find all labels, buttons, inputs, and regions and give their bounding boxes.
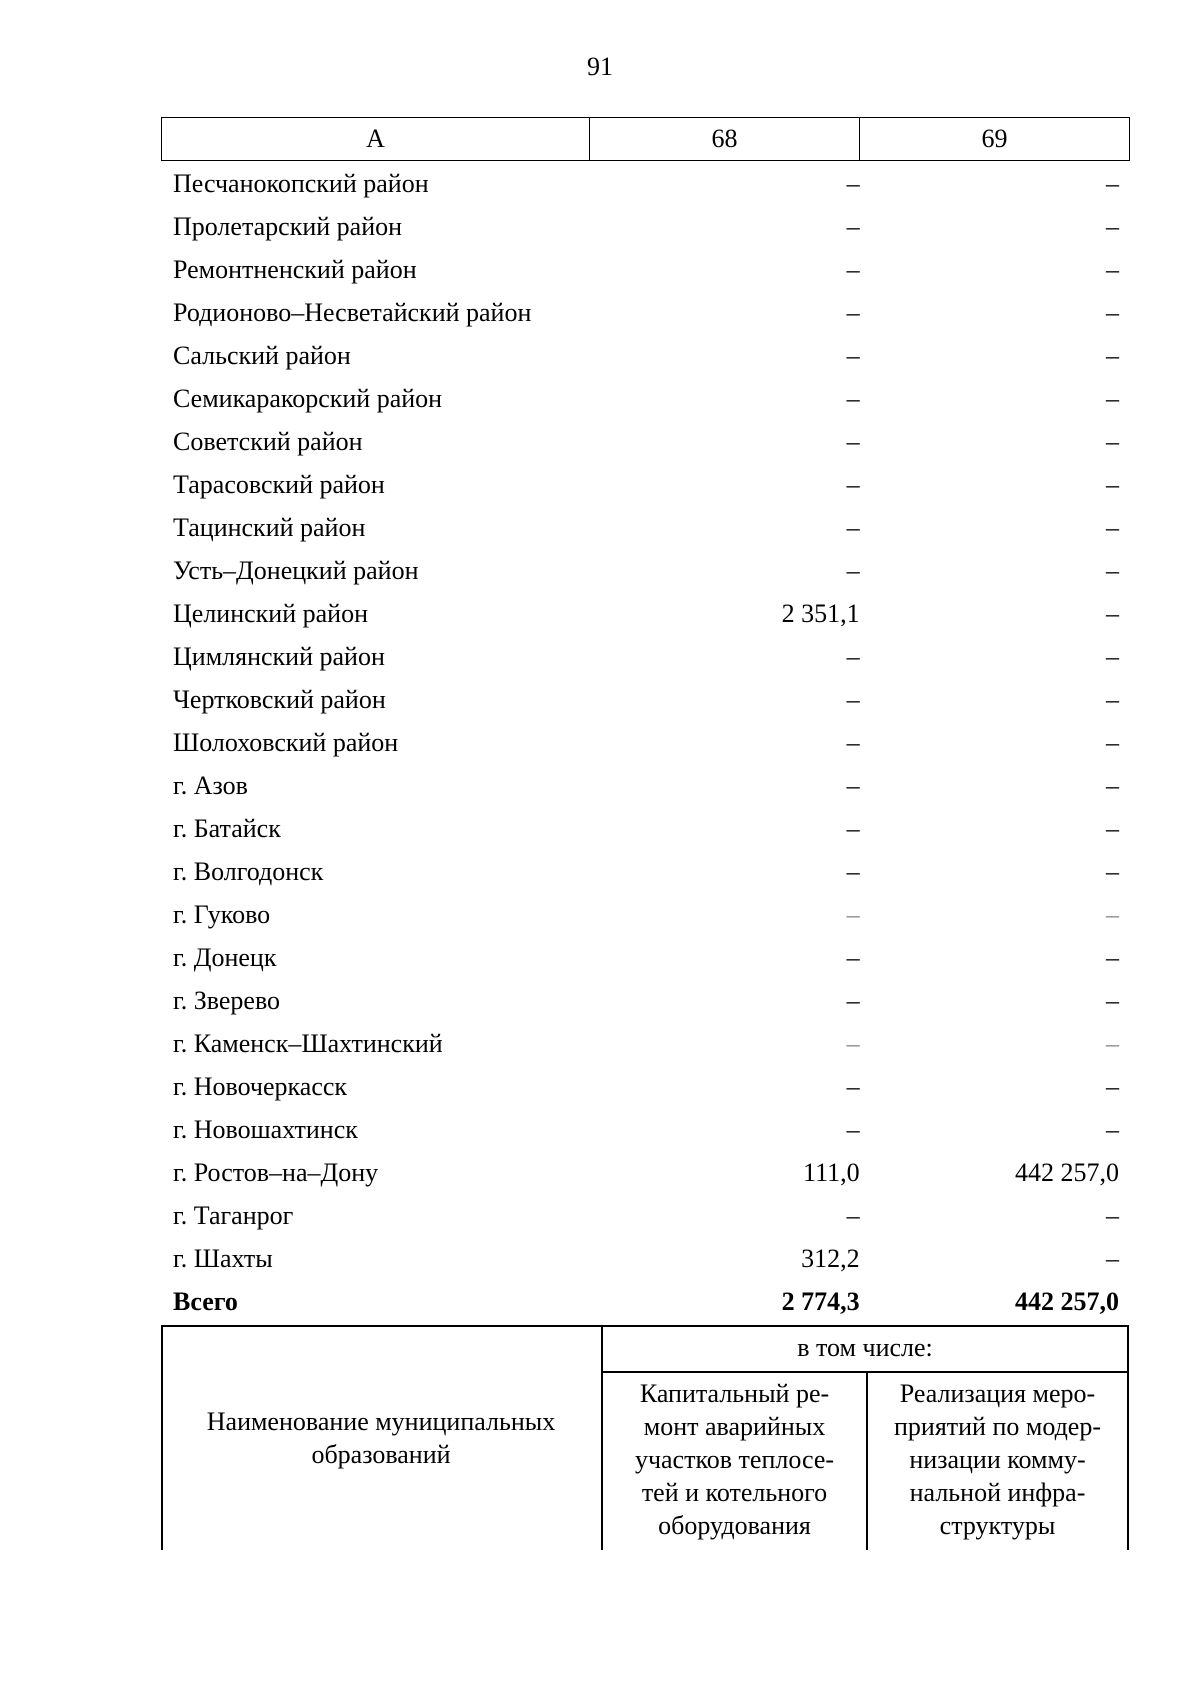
table-row xyxy=(161,205,1129,248)
municipality-name: Тацинский район xyxy=(173,512,366,542)
municipality-name: г. Каменск–Шахтинский xyxy=(173,1028,443,1058)
column-header-68: 68 xyxy=(590,118,860,161)
municipality-name: г. Новошахтинск xyxy=(173,1114,358,1144)
column-header-69: 69 xyxy=(860,118,1130,161)
table-row xyxy=(161,549,1129,592)
value-col-69: – xyxy=(1106,254,1119,284)
value-col-68: – xyxy=(846,985,860,1015)
municipality-name: г. Новочеркасск xyxy=(173,1071,348,1101)
table-row xyxy=(161,463,1129,506)
municipality-name: г. Таганрог xyxy=(173,1200,294,1230)
municipality-name: г. Азов xyxy=(173,770,248,800)
value-col-68: 2 774,3 xyxy=(781,1286,860,1316)
municipality-name: Целинский район xyxy=(173,598,368,628)
table-row xyxy=(161,1065,1129,1108)
table-row xyxy=(161,764,1129,807)
value-col-68: 312,2 xyxy=(801,1243,860,1273)
table-row xyxy=(161,1237,1129,1280)
value-col-69: – xyxy=(1106,1071,1119,1101)
value-col-68: – xyxy=(846,727,860,757)
table-row xyxy=(161,678,1129,721)
value-col-69: – xyxy=(1106,856,1119,886)
value-col-69: – xyxy=(1106,211,1119,241)
value-col-69: 442 257,0 xyxy=(1015,1157,1119,1187)
value-col-69: – xyxy=(1106,340,1119,370)
table-row xyxy=(161,334,1129,377)
value-col-69: – xyxy=(1106,641,1119,671)
value-col-69: – xyxy=(1106,813,1119,843)
table-row xyxy=(161,1151,1129,1194)
value-col-68: – xyxy=(846,1200,860,1230)
value-col-69: – xyxy=(1106,942,1119,972)
value-col-69: – xyxy=(1106,383,1119,413)
value-col-68: – xyxy=(846,942,860,972)
value-col-68: – xyxy=(846,383,860,413)
value-col-69: – xyxy=(1106,899,1119,929)
value-col-69: – xyxy=(1106,598,1119,628)
value-col-69: – xyxy=(1106,168,1119,198)
value-col-68: – xyxy=(846,469,860,499)
municipality-name: г. Зверево xyxy=(173,985,281,1015)
value-col-68: – xyxy=(846,684,860,714)
municipality-name: Семикаракорский район xyxy=(173,383,443,413)
table-row xyxy=(161,291,1129,334)
value-col-68: – xyxy=(846,340,860,370)
capital-repair-header: Капитальный ре- монт аварийных участков теплосе- тей и котельного оборудования xyxy=(634,1379,835,1540)
value-col-69: – xyxy=(1106,1243,1119,1273)
value-col-69: – xyxy=(1106,469,1119,499)
municipal-name-header: Наименование муниципальных образований xyxy=(206,1407,556,1469)
value-col-68: – xyxy=(846,555,860,585)
total-row xyxy=(161,1280,1129,1323)
table-row xyxy=(161,936,1129,979)
value-col-69: – xyxy=(1106,1028,1119,1058)
table-row xyxy=(161,635,1129,678)
value-col-68: – xyxy=(846,512,860,542)
value-col-68: – xyxy=(846,168,860,198)
value-col-68: – xyxy=(846,641,860,671)
municipality-name: Тарасовский район xyxy=(173,469,385,499)
municipality-name: Песчанокопский район xyxy=(173,168,429,198)
table-row xyxy=(161,850,1129,893)
municipality-name: Пролетарский район xyxy=(173,211,403,241)
value-col-69: – xyxy=(1106,727,1119,757)
column-header-table xyxy=(161,117,1130,161)
value-col-68: – xyxy=(846,813,860,843)
value-col-68: – xyxy=(846,856,860,886)
table-row xyxy=(161,506,1129,549)
table-row xyxy=(161,807,1129,850)
value-col-68: – xyxy=(846,254,860,284)
municipality-name: г. Батайск xyxy=(173,813,281,843)
value-col-68: 111,0 xyxy=(803,1157,860,1187)
municipality-name: Родионово–Несветайский район xyxy=(173,297,532,327)
value-col-69: 442 257,0 xyxy=(1015,1286,1119,1316)
municipality-name: Чертковский район xyxy=(173,684,386,714)
value-col-69: – xyxy=(1106,512,1119,542)
table-row xyxy=(161,893,1129,936)
table-row xyxy=(161,721,1129,764)
municipality-name: г. Гуково xyxy=(173,899,271,929)
bottom-header-table xyxy=(161,1325,1129,1550)
value-col-68: – xyxy=(846,770,860,800)
table-row xyxy=(161,1022,1129,1065)
value-col-69: – xyxy=(1106,985,1119,1015)
value-col-68: – xyxy=(846,426,860,456)
value-col-68: – xyxy=(846,211,860,241)
value-col-68: – xyxy=(846,1114,860,1144)
municipality-name: г. Шахты xyxy=(173,1243,273,1273)
value-col-69: – xyxy=(1106,555,1119,585)
table-row xyxy=(161,592,1129,635)
table-row xyxy=(161,1194,1129,1237)
municipality-name: Всего xyxy=(173,1286,238,1316)
modernization-header: Реализация меро- приятий по модер- низации комму- нальной инфра- структуры xyxy=(893,1379,1102,1540)
municipality-name: Советский район xyxy=(173,426,363,456)
data-rows xyxy=(161,162,1129,1323)
value-col-69: – xyxy=(1106,426,1119,456)
value-col-69: – xyxy=(1106,684,1119,714)
table-row xyxy=(161,1108,1129,1151)
column-header-a: А xyxy=(162,118,590,161)
value-col-68: – xyxy=(846,297,860,327)
table-row xyxy=(161,162,1129,205)
including-header: в том числе: xyxy=(797,1333,933,1362)
table-row xyxy=(161,979,1129,1022)
municipality-name: Усть–Донецкий район xyxy=(173,555,419,585)
municipality-name: Ремонтненский район xyxy=(173,254,417,284)
municipality-name: г. Волгодонск xyxy=(173,856,324,886)
value-col-69: – xyxy=(1106,770,1119,800)
page-number: 91 xyxy=(587,52,613,81)
table-row xyxy=(161,377,1129,420)
value-col-68: – xyxy=(846,1071,860,1101)
municipality-name: Цимлянский район xyxy=(173,641,385,671)
value-col-68: – xyxy=(846,1028,860,1058)
value-col-69: – xyxy=(1106,1114,1119,1144)
table-row xyxy=(161,248,1129,291)
value-col-68: – xyxy=(846,899,860,929)
municipality-name: г. Ростов–на–Дону xyxy=(173,1157,379,1187)
table-row xyxy=(161,420,1129,463)
municipality-name: Шолоховский район xyxy=(173,727,399,757)
value-col-68: 2 351,1 xyxy=(781,598,860,628)
value-col-69: – xyxy=(1106,1200,1119,1230)
municipality-name: Сальский район xyxy=(173,340,351,370)
municipality-name: г. Донецк xyxy=(173,942,277,972)
value-col-69: – xyxy=(1106,297,1119,327)
